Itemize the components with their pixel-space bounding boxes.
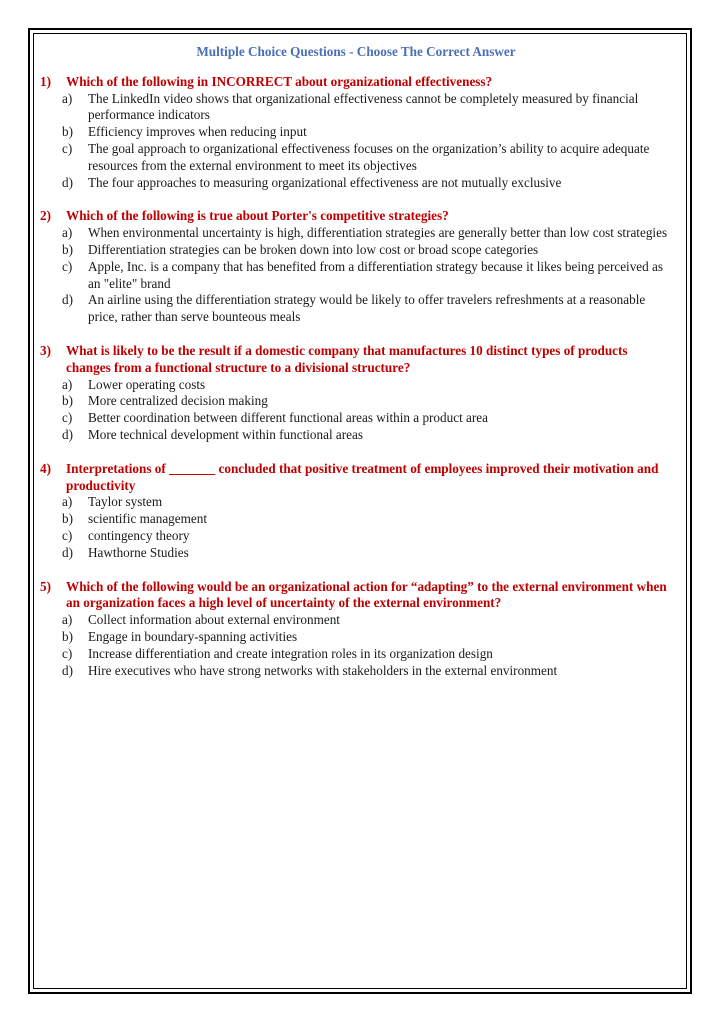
option-letter: d) [62, 174, 73, 190]
option-d [40, 175, 672, 192]
option-letter: b) [62, 393, 73, 409]
option-letter: a) [62, 494, 73, 510]
option-letter: a) [62, 90, 73, 106]
option-text: Taylor system [88, 494, 163, 510]
question-number: 3) [40, 342, 51, 358]
question-number: 5) [40, 578, 51, 594]
option-letter: d) [62, 544, 73, 560]
option-text: An airline using the differentiation strategy would be likely to offer travelers refreshments at a reasonable price, rather than serve bounteous meals [88, 292, 646, 325]
question-2 [40, 208, 672, 326]
question-1 [40, 74, 672, 192]
option-b [40, 124, 672, 141]
option-text: Hire executives who have strong networks with stakeholders in the external environment [88, 662, 558, 678]
option-d [40, 545, 672, 562]
option-text: Lower operating costs [88, 376, 206, 392]
question-text: Which of the following is true about Porter's competitive strategies? [66, 208, 449, 224]
option-c [40, 528, 672, 545]
question-4 [40, 461, 672, 562]
option-c [40, 410, 672, 427]
option-text: contingency theory [88, 527, 190, 543]
question-number: 1) [40, 73, 51, 89]
option-letter: c) [62, 527, 73, 543]
option-letter: d) [62, 426, 73, 442]
option-letter: b) [62, 628, 73, 644]
option-text: scientific management [88, 511, 208, 527]
option-b [40, 629, 672, 646]
option-text: The four approaches to measuring organizational effectiveness are not mutually exclusive [88, 174, 562, 190]
option-letter: a) [62, 612, 73, 628]
option-letter: c) [62, 140, 73, 156]
option-text: Hawthorne Studies [88, 544, 189, 560]
option-text: More centralized decision making [88, 393, 268, 409]
option-b [40, 511, 672, 528]
option-text: More technical development within functional areas [88, 426, 364, 442]
question-number: 4) [40, 460, 51, 476]
option-letter: d) [62, 292, 73, 308]
option-c [40, 141, 672, 175]
question-text: Which of the following would be an organizational action for “adapting” to the external environment when an organization faces a high level of uncertainty of the external environment? [66, 578, 667, 611]
question-5 [40, 579, 672, 680]
option-d [40, 663, 672, 680]
option-letter: b) [62, 124, 73, 140]
option-text: Differentiation strategies can be broken down into low cost or broad scope categories [88, 241, 539, 257]
option-letter: b) [62, 511, 73, 527]
option-letter: d) [62, 662, 73, 678]
question-number: 2) [40, 208, 51, 224]
option-text: When environmental uncertainty is high, differentiation strategies are generally better than low cost strategies [88, 225, 668, 241]
option-a [40, 91, 672, 125]
question-text: Which of the following in INCORRECT about organizational effectiveness? [66, 73, 493, 89]
option-a [40, 377, 672, 394]
option-text: Collect information about external environment [88, 612, 340, 628]
option-text: Apple, Inc. is a company that has benefited from a differentiation strategy because it likes being perceived as an "elite" brand [88, 258, 664, 291]
option-a [40, 612, 672, 629]
option-letter: c) [62, 645, 73, 661]
question-text: Interpretations of _______ concluded that positive treatment of employees improved their motivation and productivity [66, 460, 659, 493]
option-text: Engage in boundary-spanning activities [88, 628, 298, 644]
option-text: Better coordination between different functional areas within a product area [88, 410, 488, 426]
option-letter: a) [62, 376, 73, 392]
question-text: What is likely to be the result if a domestic company that manufactures 10 distinct types of products changes from a functional structure to a divisional structure? [66, 342, 628, 375]
option-c [40, 259, 672, 293]
option-letter: c) [62, 410, 73, 426]
option-text: The goal approach to organizational effectiveness focuses on the organization’s ability to acquire adequate resources from the external environment to meet its objectives [88, 140, 650, 173]
option-b [40, 393, 672, 410]
option-letter: a) [62, 225, 73, 241]
option-d [40, 427, 672, 444]
option-a [40, 225, 672, 242]
question-3 [40, 343, 672, 444]
option-c [40, 646, 672, 663]
option-text: Efficiency improves when reducing input [88, 124, 307, 140]
option-b [40, 242, 672, 259]
option-text: Increase differentiation and create integration roles in its organization design [88, 645, 493, 661]
option-a [40, 494, 672, 511]
document-content [40, 44, 672, 696]
option-d [40, 292, 672, 326]
page-title: Multiple Choice Questions - Choose The Correct Answer [196, 44, 516, 59]
option-letter: c) [62, 258, 73, 274]
option-text: The LinkedIn video shows that organizational effectiveness cannot be completely measured by financial performance indicators [88, 90, 639, 123]
option-letter: b) [62, 241, 73, 257]
